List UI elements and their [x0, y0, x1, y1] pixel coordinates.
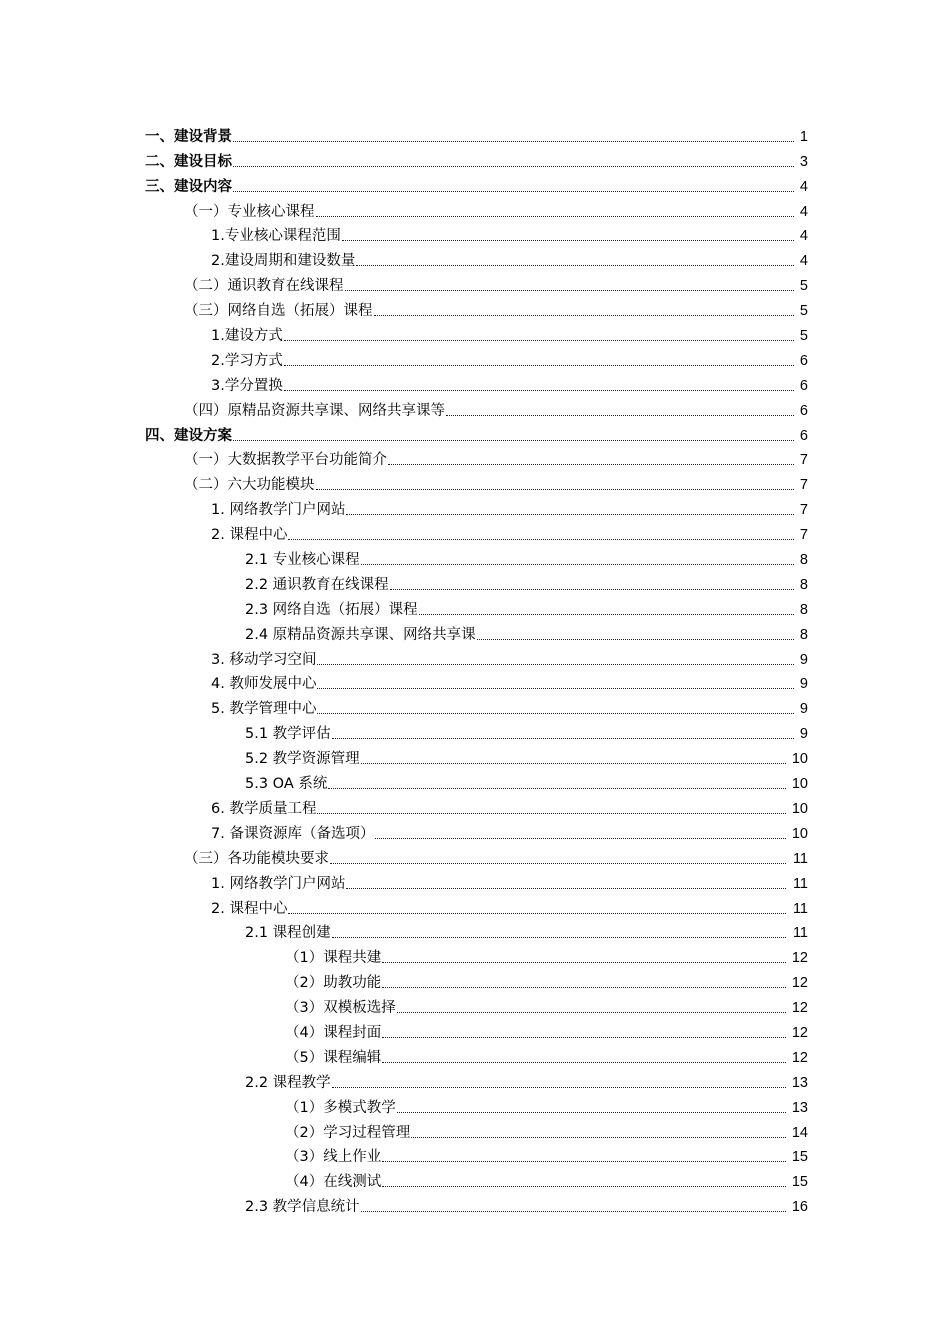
dot-leader	[375, 838, 786, 839]
toc-entry[interactable]	[0, 174, 808, 199]
toc-entry-title: （1）课程共建	[285, 950, 382, 967]
toc-entry[interactable]	[0, 721, 808, 746]
dot-leader	[332, 1087, 786, 1088]
toc-entry[interactable]	[0, 199, 808, 224]
toc-entry-title: （3）双模板选择	[285, 1000, 396, 1017]
dot-leader	[288, 913, 786, 914]
toc-entry-page-number: 9	[799, 676, 808, 693]
toc-entry-page-number: 6	[799, 352, 808, 369]
toc-entry-title: 2.4 原精品资源共享课、网络共享课	[245, 626, 476, 643]
toc-entry[interactable]	[0, 970, 808, 995]
table-of-contents	[0, 124, 950, 1219]
toc-entry-title: 5.3 OA 系统	[245, 776, 328, 793]
toc-entry[interactable]	[0, 746, 808, 771]
toc-entry-page-number: 3	[799, 153, 808, 170]
dot-leader	[328, 788, 786, 789]
toc-entry-page-number: 4	[799, 178, 808, 195]
toc-entry-page-number: 12	[791, 1049, 808, 1066]
toc-entry-page-number: 13	[791, 1099, 808, 1116]
toc-entry[interactable]	[0, 1045, 808, 1070]
toc-entry-title: 3.学分置换	[211, 377, 283, 394]
dot-leader	[397, 1112, 786, 1113]
dot-leader	[317, 664, 794, 665]
toc-entry-title: 6. 教学质量工程	[211, 800, 317, 817]
toc-entry-title: （二）六大功能模块	[184, 477, 315, 494]
toc-entry-page-number: 12	[791, 1000, 808, 1017]
dot-leader	[382, 1037, 786, 1038]
toc-entry-page-number: 5	[799, 303, 808, 320]
toc-entry-page-number: 4	[799, 203, 808, 220]
toc-entry[interactable]	[0, 945, 808, 970]
dot-leader	[345, 290, 795, 291]
toc-entry-page-number: 9	[799, 651, 808, 668]
toc-entry[interactable]	[0, 622, 808, 647]
toc-entry-title: 1. 网络教学门户网站	[211, 502, 346, 519]
toc-entry-title: 一、建设背景	[145, 128, 232, 145]
dot-leader	[397, 1012, 786, 1013]
toc-entry[interactable]	[0, 796, 808, 821]
toc-entry[interactable]	[0, 398, 808, 423]
toc-entry-title: 3. 移动学习空间	[211, 651, 317, 668]
dot-leader	[419, 614, 794, 615]
toc-entry[interactable]	[0, 373, 808, 398]
toc-entry[interactable]	[0, 771, 808, 796]
dot-leader	[411, 1137, 786, 1138]
toc-entry[interactable]	[0, 696, 808, 721]
dot-leader	[446, 415, 794, 416]
toc-entry[interactable]	[0, 1070, 808, 1095]
toc-entry[interactable]	[0, 1194, 808, 1219]
toc-entry-title: （5）课程编辑	[285, 1049, 382, 1066]
toc-entry-title: 2.2 通识教育在线课程	[245, 576, 389, 593]
toc-entry-page-number: 8	[799, 552, 808, 569]
toc-entry-title: （2）助教功能	[285, 975, 382, 992]
toc-entry-title: 4. 教师发展中心	[211, 676, 317, 693]
dot-leader	[288, 539, 794, 540]
toc-entry-title: 2. 课程中心	[211, 527, 288, 544]
toc-entry-page-number: 5	[799, 278, 808, 295]
dot-leader	[284, 365, 794, 366]
toc-entry-title: 5.1 教学评估	[245, 726, 331, 743]
toc-entry-page-number: 9	[799, 701, 808, 718]
toc-entry[interactable]	[0, 1095, 808, 1120]
toc-entry[interactable]	[0, 298, 808, 323]
dot-leader	[390, 589, 794, 590]
toc-entry[interactable]	[0, 522, 808, 547]
toc-entry-title: （一）专业核心课程	[184, 203, 315, 220]
toc-entry[interactable]	[0, 672, 808, 697]
toc-entry-title: 1. 网络教学门户网站	[211, 875, 346, 892]
toc-entry-title: （4）课程封面	[285, 1024, 382, 1041]
toc-entry[interactable]	[0, 323, 808, 348]
dot-leader	[388, 464, 794, 465]
dot-leader	[233, 191, 794, 192]
dot-leader	[342, 240, 794, 241]
toc-entry[interactable]	[0, 149, 808, 174]
toc-entry-page-number: 10	[791, 776, 808, 793]
toc-entry-title: 2.3 网络自选（拓展）课程	[245, 601, 418, 618]
dot-leader	[317, 688, 794, 689]
toc-entry-page-number: 9	[799, 726, 808, 743]
toc-entry[interactable]	[0, 572, 808, 597]
dot-leader	[330, 863, 786, 864]
dot-leader	[374, 315, 795, 316]
toc-entry-page-number: 11	[792, 925, 808, 942]
toc-entry-title: （3）线上作业	[285, 1149, 382, 1166]
dot-leader	[316, 216, 795, 217]
toc-entry[interactable]	[0, 224, 808, 249]
toc-entry-title: 四、建设方案	[145, 427, 232, 444]
toc-entry-page-number: 4	[799, 228, 808, 245]
dot-leader	[317, 713, 794, 714]
toc-entry-title: （三）网络自选（拓展）课程	[184, 303, 373, 320]
dot-leader	[284, 340, 794, 341]
toc-entry-page-number: 7	[799, 502, 808, 519]
toc-entry[interactable]	[0, 273, 808, 298]
dot-leader	[382, 962, 786, 963]
dot-leader	[382, 987, 786, 988]
toc-entry[interactable]	[0, 348, 808, 373]
toc-entry-page-number: 15	[791, 1174, 808, 1191]
toc-entry-title: （一）大数据教学平台功能简介	[184, 452, 387, 469]
toc-entry-page-number: 12	[791, 1024, 808, 1041]
toc-entry[interactable]	[0, 597, 808, 622]
dot-leader	[233, 166, 794, 167]
toc-entry-page-number: 6	[799, 402, 808, 419]
dot-leader	[233, 440, 794, 441]
toc-entry-page-number: 8	[799, 576, 808, 593]
toc-entry[interactable]	[0, 1020, 808, 1045]
toc-entry[interactable]	[0, 896, 808, 921]
toc-entry-title: 7. 备课资源库（备选项）	[211, 825, 375, 842]
toc-entry[interactable]	[0, 647, 808, 672]
toc-entry[interactable]	[0, 921, 808, 946]
toc-entry-page-number: 6	[799, 377, 808, 394]
toc-entry-page-number: 11	[792, 900, 808, 917]
toc-entry-page-number: 15	[791, 1149, 808, 1166]
toc-entry[interactable]	[0, 846, 808, 871]
toc-entry-title: 2.2 课程教学	[245, 1074, 331, 1091]
dot-leader	[361, 1211, 786, 1212]
toc-entry-page-number: 16	[791, 1199, 808, 1216]
toc-entry-title: （四）原精品资源共享课、网络共享课等	[184, 402, 445, 419]
toc-entry-page-number: 10	[791, 800, 808, 817]
toc-entry[interactable]	[0, 1169, 808, 1194]
dot-leader	[361, 763, 786, 764]
toc-entry-title: 2.建设周期和建设数量	[211, 253, 356, 270]
toc-entry[interactable]	[0, 1120, 808, 1145]
toc-entry-title: 2.学习方式	[211, 352, 283, 369]
toc-entry-title: 二、建设目标	[145, 153, 232, 170]
toc-entry[interactable]	[0, 1145, 808, 1170]
dot-leader	[356, 265, 794, 266]
toc-entry[interactable]	[0, 871, 808, 896]
dot-leader	[346, 514, 794, 515]
toc-entry[interactable]	[0, 821, 808, 846]
toc-entry[interactable]	[0, 472, 808, 497]
toc-entry-title: 5.2 教学资源管理	[245, 751, 360, 768]
toc-entry-page-number: 8	[799, 626, 808, 643]
toc-entry-page-number: 7	[799, 477, 808, 494]
toc-entry-title: （三）各功能模块要求	[184, 850, 329, 867]
toc-entry-page-number: 4	[799, 253, 808, 270]
dot-leader	[382, 1161, 786, 1162]
dot-leader	[316, 489, 795, 490]
toc-entry-title: 1.专业核心课程范围	[211, 228, 341, 245]
toc-entry[interactable]	[0, 497, 808, 522]
toc-entry-title: （二）通识教育在线课程	[184, 278, 344, 295]
toc-entry-page-number: 1	[799, 128, 808, 145]
toc-entry-title: 三、建设内容	[145, 178, 232, 195]
toc-entry-page-number: 12	[791, 975, 808, 992]
toc-entry-title: 2.1 课程创建	[245, 925, 331, 942]
toc-entry-title: 2.3 教学信息统计	[245, 1199, 360, 1216]
dot-leader	[317, 813, 786, 814]
dot-leader	[382, 1062, 786, 1063]
toc-entry[interactable]	[0, 995, 808, 1020]
toc-entry-title: 5. 教学管理中心	[211, 701, 317, 718]
toc-entry-page-number: 10	[791, 751, 808, 768]
toc-entry-page-number: 12	[791, 950, 808, 967]
toc-entry-page-number: 14	[791, 1124, 808, 1141]
dot-leader	[284, 390, 794, 391]
dot-leader	[382, 1186, 786, 1187]
toc-entry-page-number: 11	[792, 850, 808, 867]
toc-entry[interactable]	[0, 423, 808, 448]
toc-entry-page-number: 13	[791, 1074, 808, 1091]
toc-entry-page-number: 7	[799, 452, 808, 469]
toc-entry[interactable]	[0, 248, 808, 273]
toc-entry[interactable]	[0, 547, 808, 572]
toc-entry-page-number: 7	[799, 527, 808, 544]
dot-leader	[361, 564, 794, 565]
dot-leader	[332, 738, 794, 739]
toc-entry-page-number: 8	[799, 601, 808, 618]
toc-entry-page-number: 5	[799, 328, 808, 345]
dot-leader	[477, 639, 794, 640]
toc-entry[interactable]	[0, 448, 808, 473]
dot-leader	[346, 888, 786, 889]
toc-entry-title: 1.建设方式	[211, 328, 283, 345]
toc-entry-page-number: 6	[799, 427, 808, 444]
toc-entry-page-number: 11	[792, 875, 808, 892]
toc-entry-page-number: 10	[791, 825, 808, 842]
toc-entry-title: （2）学习过程管理	[285, 1124, 411, 1141]
dot-leader	[332, 937, 786, 938]
toc-entry-title: 2. 课程中心	[211, 900, 288, 917]
toc-entry-title: （1）多模式教学	[285, 1099, 396, 1116]
dot-leader	[233, 141, 794, 142]
toc-entry-title: 2.1 专业核心课程	[245, 552, 360, 569]
toc-entry-title: （4）在线测试	[285, 1174, 382, 1191]
toc-entry[interactable]	[0, 124, 808, 149]
